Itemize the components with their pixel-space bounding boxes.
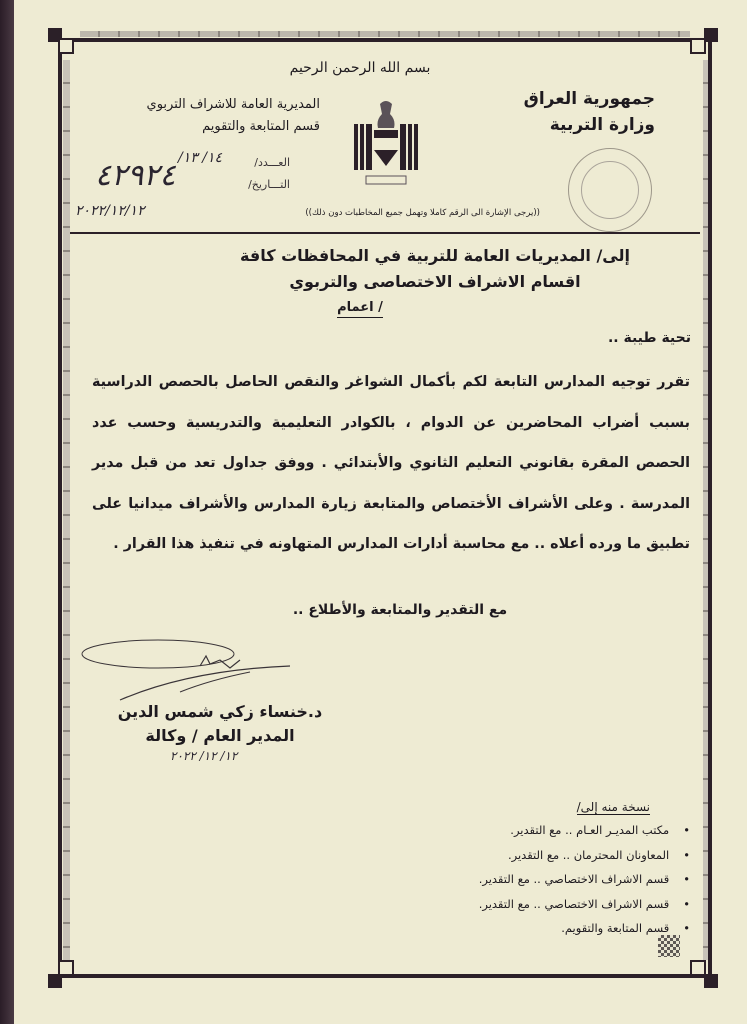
directorate-block (90, 94, 320, 138)
body-paragraph: تقرر توجيه المدارس التابعة لكم بأكمال الشواغر والنقص الحاصل بالحصص الدراسية بسبب أضراب المحاضرين عن الدوام ، بالكوادر التعليمية والتدريسية وحسب عدد الحصص المقرة بقانوني التعليم الثانوي والأبتدائي . ووفق جداول تعد من قبل مدير المدرسة . وعلى الأشراف الأختصاص والمتابعة زيارة المدارس والأشراف ميدانيا على تطبيق ما ورده أعلاه .. مع محاسبة أدارات المدارس المتهاونه في تنفيذ هذا القرار . (92, 374, 690, 552)
signatory-name: د.خنساء زكي شمس الدين (117, 702, 323, 721)
page-edge-shadow (0, 0, 14, 1024)
cc-item: • قسم الاشراف الاختصاصي .. مع التقدير. (360, 892, 690, 917)
header-divider (70, 232, 700, 234)
number-prefix: ١٤/ ١٣/ (178, 150, 222, 166)
handwritten-signature-icon (80, 630, 300, 710)
cc-list (360, 818, 690, 941)
reference-note: ((يرجى الإشارة الى الرقم كاملا وتهمل جميع المخاطبات دون ذلك)) (305, 208, 540, 218)
basmala: بسم الله الرحمن الرحيم (289, 60, 431, 76)
cc-item: • قسم الاشراف الاختصاصي .. مع التقدير. (360, 867, 690, 892)
frame-border-top (80, 31, 690, 37)
cc-item: • قسم المتابعة والتقويم. (360, 916, 690, 941)
frame-corner-top-left (48, 28, 76, 56)
cc-item: • المعاونان المحترمان .. مع التقدير. (360, 843, 690, 868)
document-number: ٤٢٩٢٤ (95, 158, 176, 193)
circular-label: / اعمام (337, 300, 383, 318)
department-name: قسم المتابعة والتقويم (202, 119, 320, 134)
signatory-block (100, 700, 340, 748)
recipient-line-3 (300, 300, 420, 315)
signature-date: ١٢/ ١٢/ ٢٠٢٢ (170, 749, 238, 763)
date-label: التـــاريخ/ (248, 178, 290, 191)
iraq-eagle-emblem-icon (350, 98, 422, 194)
cc-title: نسخة منه إلى/ (576, 800, 650, 814)
number-label: العـــدد/ (254, 156, 290, 169)
qr-code-icon (658, 935, 680, 957)
cc-item: • مكتب المديـر العـام .. مع التقدير. (360, 818, 690, 843)
republic-name: جمهورية العراق (523, 89, 655, 109)
directorate-name: المديرية العامة للاشراف التربوي (146, 97, 320, 112)
ministry-seal-icon (568, 148, 652, 232)
frame-corner-top-right (690, 28, 718, 56)
issuer-block (495, 86, 655, 138)
recipient-line-2: اقسام الاشراف الاختصاصى والتربوي (289, 272, 581, 291)
greeting: تحية طيبة .. (607, 330, 691, 346)
recipient-line-1: إلى/ المديريات العامة للتربية في المحافظات كافة (240, 246, 630, 265)
closing-line: مع التقدير والمتابعة والأطلاع .. (292, 602, 508, 618)
document-date: ٢٠٢٢/١٢/١٢ (75, 203, 145, 219)
ministry-name: وزارة التربية (549, 115, 655, 135)
frame-corner-bottom-left (48, 960, 76, 988)
frame-corner-bottom-right (690, 960, 718, 988)
signatory-title: المدير العام / وكالة (145, 726, 295, 745)
